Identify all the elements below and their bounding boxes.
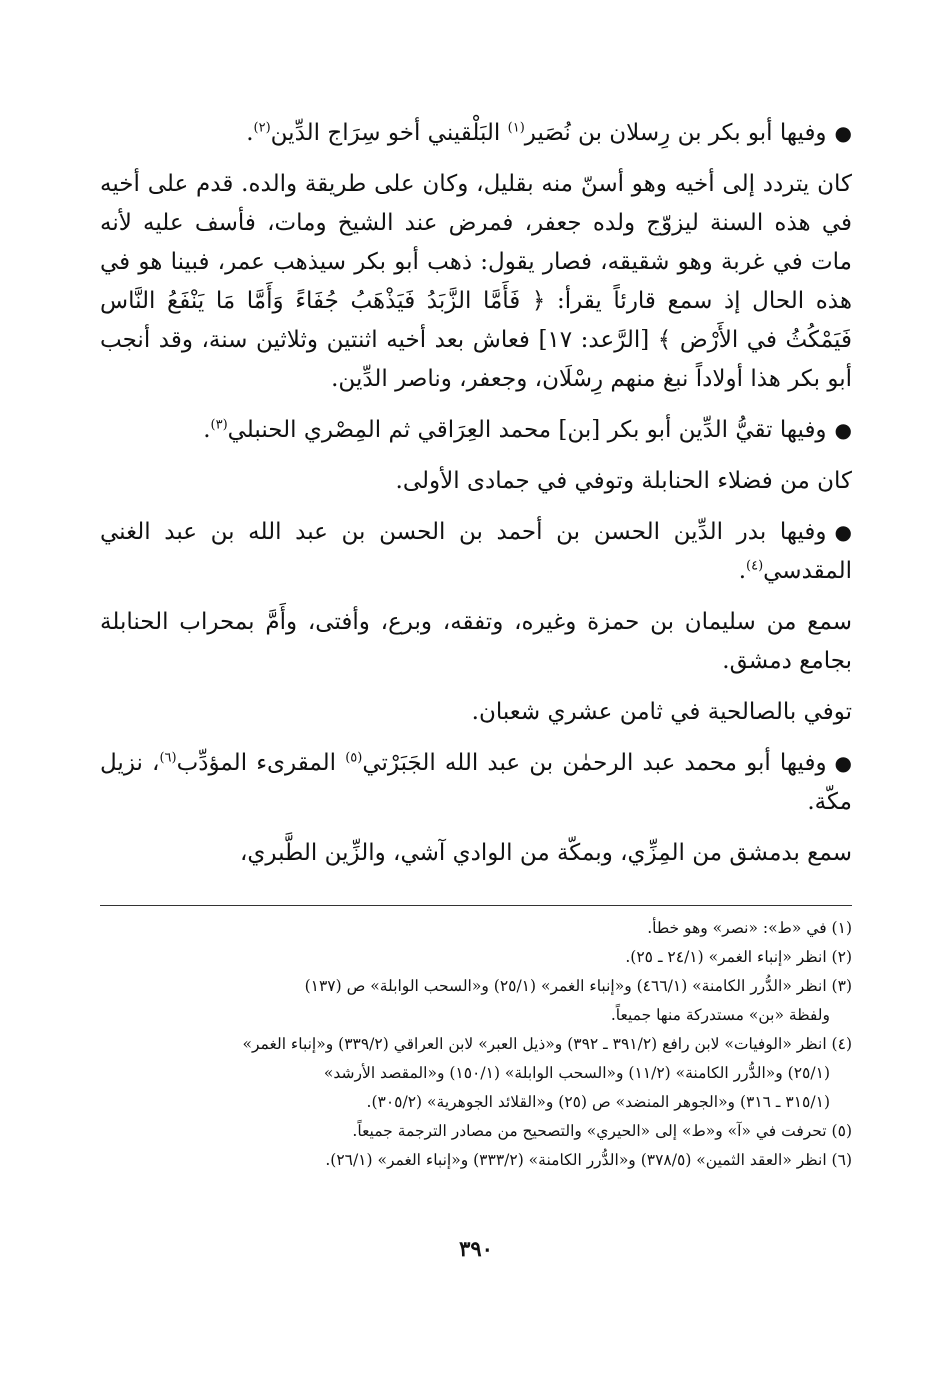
footnote-ref: (٣): [210, 417, 228, 433]
entry-heading-end: ، نزيل مكّة.: [100, 750, 852, 815]
main-text: [100, 114, 852, 873]
footnote-line: ولفظة «بن» مستدركة منها جميعاً.: [610, 1006, 830, 1024]
bullet-icon: ●: [834, 418, 852, 442]
footnote-4: [100, 1030, 852, 1117]
footnote-ref: (٤): [746, 558, 764, 574]
entry-name-tail: المقرىء المؤدِّب: [176, 750, 337, 776]
footnote-ref: (٦): [159, 750, 177, 766]
entry-paragraph: كان من فضلاء الحنابلة وتوفي في جمادى الأولى.: [395, 468, 852, 494]
page-number: ٣٩٠: [459, 1236, 493, 1261]
bullet-icon: ●: [834, 520, 852, 544]
entry-heading: [100, 411, 852, 450]
entry-paragraph: سمع بدمشق من المِزِّي، وبمكّة من الوادي آشي، والزِّين الطَّبري،: [239, 840, 852, 866]
entry-heading-end: .: [246, 120, 254, 146]
bullet-icon: ●: [834, 751, 852, 775]
footnote-line: (٥) تحرفت في «آ» و«ط» إلى «الحيري» والتصحيح من مصادر الترجمة جميعاً.: [352, 1122, 852, 1140]
book-page: [100, 108, 852, 1338]
entry-name: وفيها أبو محمد عبد الرحمٰن بن عبد الله الجَبَرْتي: [362, 750, 827, 776]
footnote-line: (١) في «ط»: «نصر» وهو خطأ.: [647, 919, 852, 937]
footnote-line: (٣) انظر «الدُّرر الكامنة» (٤٦٦/١) و«إنباء الغمر» (٢٥/١) و«السحب الوابلة» ص (١٣٧): [304, 977, 852, 995]
footnote-1: [100, 914, 852, 943]
footnote-ref: (٥): [345, 750, 363, 766]
footnote-line: (٢) انظر «إنباء الغمر» (٢٤/١ ـ ٢٥).: [625, 948, 852, 966]
entry-paragraph: كان يتردد إلى أخيه وهو أسنّ منه بقليل، وكان على طريقة والده. قدم على أخيه في هذه السنة ليزوّج ولده جعفر، فمرض عند الشيخ ومات، فأسف عليه لأنه مات في غربة وهو شقيقه، فصار يقول: ذهب أبو بكر سيذهب عمر، فبينا هو في هذه الحال إذ سمع قارئاً يقرأ: ﴿ فَأَمَّا الزَّبَدُ فَيَذْهَبُ جُفَاءً وَأَمَّا مَا يَنْفَعُ النَّاس فَيَمْكُثُ في الأَرْض ﴾ [الرَّعد: ١٧] فعاش بعد أخيه اثنتين وثلاثين سنة، وقد أنجب أبو بكر هذا أولاداً نبغ منهم رِسْلَان، وجعفر، وناصر الدِّين.: [100, 171, 852, 392]
entry-paragraph: توفي بالصالحية في ثامن عشري شعبان.: [471, 699, 852, 725]
entry-name: وفيها تقيُّ الدِّين أبو بكر [بن] محمد العِرَاقي ثم المِصْري الحنبلي: [227, 417, 827, 443]
footnote-2: [100, 943, 852, 972]
footnote-line: (٢٥/١) و«الدُّرر الكامنة» (١١/٢) و«السحب الوابلة» (١٥٠/١) و«المقصد الأرشد»: [323, 1064, 830, 1082]
biography-entry-3: [100, 513, 852, 732]
entry-paragraph: سمع من سليمان بن حمزة وغيره، وتفقه، وبرع، وأفتى، وأَمَّ بمحراب الحنابلة بجامع دمشق.: [100, 609, 852, 674]
footnote-ref: (١): [507, 120, 525, 136]
footnote-6: [100, 1146, 852, 1175]
footnote-5: [100, 1117, 852, 1146]
entry-heading-end: .: [203, 417, 211, 443]
footnote-3: [100, 972, 852, 1030]
entry-name: وفيها بدر الدِّين الحسن بن أحمد بن الحسن بن عبد الله بن عبد الغني المقدسي: [100, 519, 852, 584]
biography-entry-1: [100, 114, 852, 399]
footnote-line: (٤) انظر «الوفيات» لابن رافع (٣٩١/٢ ـ ٣٩٢) و«ذيل العبر» لابن العراقي (٣٣٩/٢) و«إنباء الغمر»: [242, 1035, 852, 1053]
footnote-ref: (٢): [253, 120, 271, 136]
entry-heading: [100, 114, 852, 153]
footnotes-section: [100, 905, 852, 1175]
biography-entry-4: [100, 744, 852, 873]
entry-name-tail: البَلْقيني أخو سِرَاج الدِّين: [270, 120, 501, 146]
footnote-line: (٦) انظر «العقد الثمين» (٣٧٨/٥) و«الدُّرر الكامنة» (٣٣٣/٢) و«إنباء الغمر» (٢٦/١).: [325, 1151, 852, 1169]
entry-heading: [100, 513, 852, 591]
entry-heading: [100, 744, 852, 822]
entry-name: وفيها أبو بكر بن رِسلان بن نُصَير: [524, 120, 827, 146]
bullet-icon: ●: [834, 121, 852, 145]
footnote-line: (٣١٥/١ ـ ٣١٦) و«الجوهر المنضد» ص (٢٥) و«القلائد الجوهرية» (٣٠٥/٢).: [366, 1093, 830, 1111]
entry-heading-end: .: [738, 558, 746, 584]
biography-entry-2: [100, 411, 852, 501]
